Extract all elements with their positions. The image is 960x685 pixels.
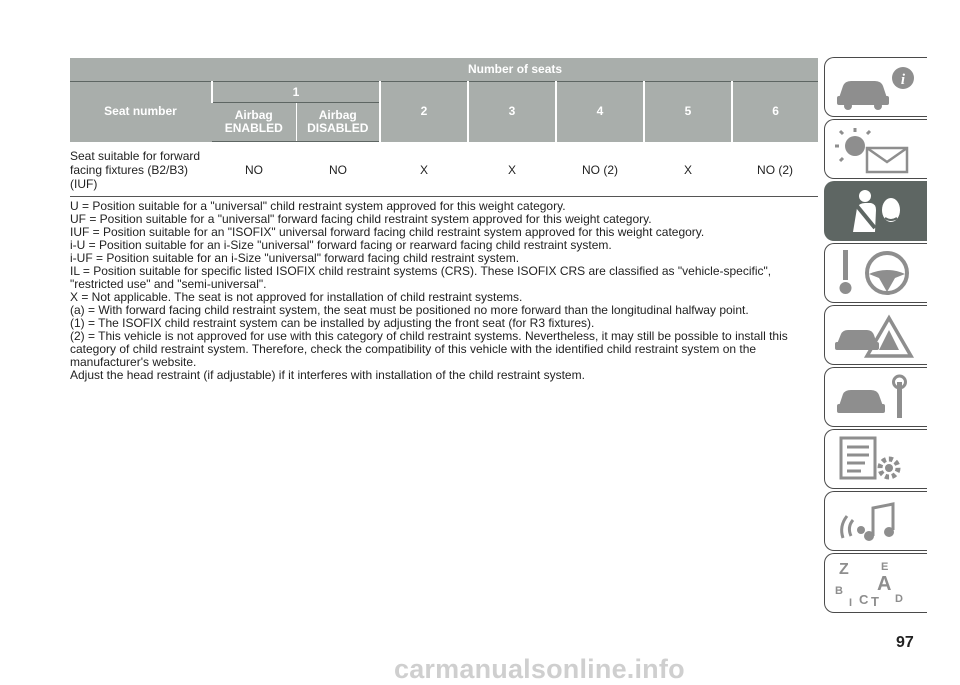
- col-2-header: 2: [380, 82, 468, 142]
- note-u: U = Position suitable for a "universal" child restraint system approved for this weight category.: [70, 199, 566, 213]
- table-cell: NO (2): [556, 142, 644, 197]
- table-cell: NO: [296, 142, 380, 197]
- table-cell: X: [468, 142, 556, 197]
- index-letter: C: [859, 592, 869, 607]
- table-cell: NO (2): [732, 142, 818, 197]
- steering-wheel-key-icon: [831, 248, 921, 298]
- tab-index[interactable]: [824, 553, 927, 613]
- note-uf: UF = Position suitable for a "universal" forward facing child restraint system approved for this weight category.: [70, 212, 652, 226]
- warning-light-icon: [831, 124, 921, 174]
- table-cell: X: [380, 142, 468, 197]
- note-2: (2) = This vehicle is not approved for use with this category of child restraint systems. Nevertheless, it may still be possible to install this category of child restraint system. Therefore, check the compatibility of this vehicle with the identified child restraint system on the manufacturer's website.: [70, 329, 788, 369]
- col-3-header: 3: [468, 82, 556, 142]
- table-corner: [70, 58, 212, 82]
- index-letter: Z: [839, 561, 849, 578]
- airbag-enabled-header: Airbag ENABLED: [212, 103, 296, 142]
- note-il: IL = Position suitable for specific listed ISOFIX child restraint systems (CRS). These ISOFIX CRS are classified as "vehicle-specific", "restricted use" and "semi-universal".: [70, 264, 772, 291]
- index-letter: A: [877, 573, 892, 595]
- col-5-header: 5: [644, 82, 732, 142]
- note-head-restraint: Adjust the head restraint (if adjustable) if it interferes with installation of the child restraint system.: [70, 368, 585, 382]
- tab-emergency[interactable]: [824, 305, 927, 365]
- page-number: 97: [896, 634, 914, 651]
- seat-suitability-table: [70, 58, 818, 197]
- tab-maintenance[interactable]: [824, 367, 927, 427]
- airbag-disabled-header: Airbag DISABLED: [296, 103, 380, 142]
- seatbelt-airbag-icon: [831, 186, 921, 236]
- col-6-header: 6: [732, 82, 818, 142]
- table-cell: NO: [212, 142, 296, 197]
- table-row: [70, 142, 818, 197]
- car-wrench-icon: [831, 372, 921, 422]
- car-info-icon: [831, 62, 921, 112]
- tab-technical-specs[interactable]: [824, 429, 927, 489]
- tab-starting-driving[interactable]: [824, 243, 927, 303]
- multimedia-icon: [831, 496, 921, 546]
- note-x: X = Not applicable. The seat is not approved for installation of child restraint systems.: [70, 290, 523, 304]
- col-4-header: 4: [556, 82, 644, 142]
- index-letter: B: [835, 585, 843, 597]
- watermark: carmanualsonline.info: [394, 654, 685, 684]
- tab-multimedia[interactable]: [824, 491, 927, 551]
- specifications-gear-icon: [831, 434, 921, 484]
- tab-car-info[interactable]: [824, 57, 927, 117]
- tab-safety[interactable]: [824, 181, 927, 241]
- table-notes: [70, 200, 822, 382]
- row-label: Seat suitable for forward facing fixtures (B2/B3) (IUF): [70, 142, 212, 197]
- emergency-triangle-icon: [831, 310, 921, 360]
- note-iuf: IUF = Position suitable for an "ISOFIX" universal forward facing child restraint system approved for this weight category.: [70, 225, 705, 239]
- note-1: (1) = The ISOFIX child restraint system can be installed by adjusting the front seat (for R3 fixtures).: [70, 316, 595, 330]
- index-letter: I: [849, 597, 853, 608]
- note-i-u: i-U = Position suitable for an i-Size "universal" forward facing or rearward facing child restraint system.: [70, 238, 612, 252]
- note-a: (a) = With forward facing child restraint system, the seat must be positioned no more forward than the longitudinal halfway point.: [70, 303, 749, 317]
- col-1-header: 1: [212, 82, 380, 103]
- seat-number-header: Seat number: [70, 82, 212, 142]
- tab-warning-lights[interactable]: [824, 119, 927, 179]
- index-letter: E: [881, 561, 889, 573]
- table-cell: X: [644, 142, 732, 197]
- table-title: Number of seats: [212, 58, 818, 82]
- index-letter: D: [895, 593, 903, 605]
- index-az-icon: [831, 558, 921, 608]
- svg-text:i: i: [900, 72, 906, 88]
- note-i-uf: i-UF = Position suitable for an i-Size "universal" forward facing child restraint system.: [70, 251, 520, 265]
- index-letter: T: [871, 594, 879, 608]
